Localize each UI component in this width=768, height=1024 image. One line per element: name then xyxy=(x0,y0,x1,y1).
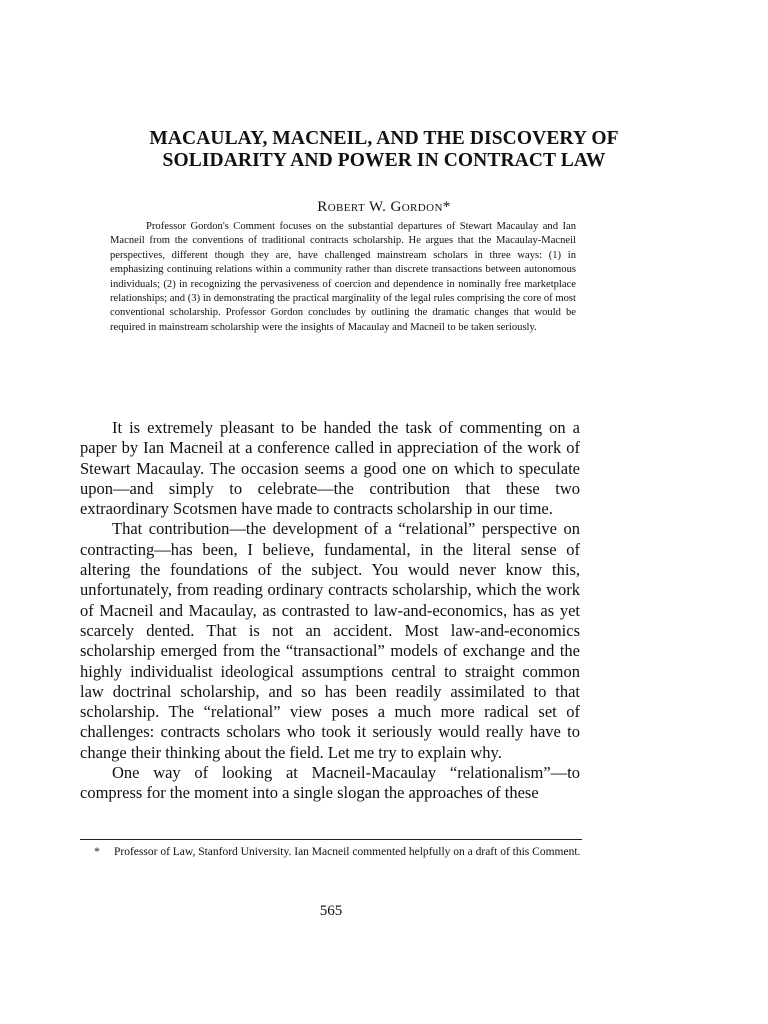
footnote xyxy=(80,845,582,860)
body-paragraph-3: One way of looking at Macneil-Macaulay “relationalism”—to compress for the moment into a single slogan the approaches of these xyxy=(80,763,580,803)
footnote-text: Professor of Law, Stanford University. Ian Macneil commented helpfully on a draft of this Comment. xyxy=(114,846,581,858)
footnote-marker: * xyxy=(94,846,100,858)
body-paragraph-2: That contribution—the development of a “relational” perspective on contracting—has been, I believe, fundamental, in the literal sense of altering the foundations of the subject. You would never know this, unfortunately, from reading ordinary contracts scholarship, which the work of Macneil and Macaulay, as contrasted to law-and-economics, has as yet scarcely dented. That is not an accident. Most law-and-economics scholarship emerged from the “transactional” models of exchange and the highly individualist ideological assumptions central to straight common law doctrinal scholarship, and so has been readily assimilated to that scholarship. The “relational” view poses a much more radical set of challenges: contracts scholars who took it seriously would really have to change their thinking about the field. Let me try to explain why. xyxy=(80,519,580,762)
title-line-1: MACAULAY, MACNEIL, AND THE DISCOVERY OF xyxy=(149,128,619,149)
abstract: Professor Gordon's Comment focuses on the substantial departures of Stewart Macaulay and Ian Macneil from the conventions of traditional contracts scholarship. He argues that the Macaulay-Macneil perspectives, different though they are, have challenged mainstream scholars in three ways: (1) in emphasizing continuing relations within a community rather than discrete transactions between autonomous individuals; (2) in recognizing the pervasiveness of coercion and dependence in nominally free marketplace relationships; and (3) in demonstrating the practical marginality of the legal rules comprising the core of most conventional scholarship. Professor Gordon concludes by outlining the dramatic changes that would be required in mainstream scholarship were the insights of Macaulay and Macneil to be taken seriously. xyxy=(110,221,576,333)
body-paragraph-1: It is extremely pleasant to be handed the task of commenting on a paper by Ian Macneil at a conference called in appreciation of the work of Stewart Macaulay. The occasion seems a good one on which to speculate upon—and simply to celebrate—the contribution that these two extraordinary Scotsmen have made to contracts scholarship in our time. xyxy=(80,418,580,519)
footnote-divider xyxy=(80,839,582,840)
title-line-2: SOLIDARITY AND POWER IN CONTRACT LAW xyxy=(162,150,606,171)
body-text xyxy=(80,418,580,804)
article-title xyxy=(80,128,688,172)
page-number: 565 xyxy=(319,903,343,919)
author-byline: Robert W. Gordon* xyxy=(317,199,451,215)
